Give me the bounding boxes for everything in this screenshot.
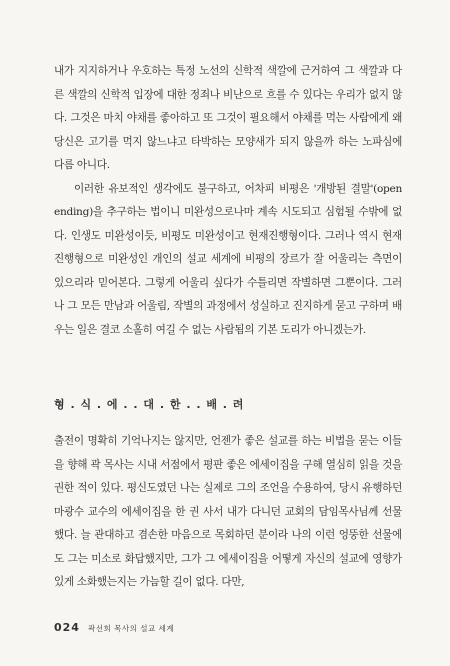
running-title: 곽선희 목사의 설교 세계 [87, 624, 175, 633]
paragraph-1: 내가 지지하거나 우호하는 특정 노선의 신학적 색깔에 근거하여 그 색깔과 다른 색깔의 신학적 입장에 대한 정죄나 비난으로 흐를 수 있다는 우리가 없지 않다. 그것은 마치 야채를 좋아하고 또 그것이 필요해서 야채를 먹는 사람에게 왜 당신은 고기를 먹지 않느냐고 타박하는 모양새가 되지 않을까 하는 노파심에 다름 아니다. [54, 65, 402, 171]
section-heading: 형 . 식 . 에 . . 대 . 한 . . 배 . 려 [54, 398, 245, 411]
page-number: 024 [54, 621, 80, 634]
paragraph-2: 이러한 유보적인 생각에도 불구하고, 어차피 비평은 '개방된 결말'(open ending)을 추구하는 법이니 미완성으로나마 계속 시도되고 심험될 수밖에 없다. 인생도 미완성이듯, 비평도 미완성이고 현재진행형이다. 그러나 역시 현재진행형으로 미완성인 개인의 설교 세계에 비평의 장르가 잘 어울리는 측면이 있으리라 믿어본다. 그렇게 어울리 싶다가 수틀리면 작별하면 그뿐이다. 그러나 그 모든 만남과 어울림, 작별의 과정에서 성실하고 진지하게 묻고 구하며 배우는 일은 결코 소홀히 여길 수 없는 사람됨의 기본 도리가 아니겠는가. [54, 182, 402, 336]
paragraph-3: 출전이 명확히 기억나지는 않지만, 언젠가 좋은 설교를 하는 비법을 묻는 이들을 향해 곽 목사는 시내 서점에서 평판 좋은 에세이집을 구해 열심히 읽을 것을 권한 적이 있다. 평신도였던 나는 실제로 그의 조언을 수용하여, 당시 유행하던 마광수 교수의 에세이집을 한 권 사서 내가 다니던 교회의 담임목사님께 선물했다. 늘 관대하고 겸손한 마음으로 목회하던 분이라 나의 이런 엉뚱한 선물에도 그는 미소로 화답했지만, 그가 그 에세이집을 어떻게 자신의 설교에 영향가 있게 소화했는지는 가늠할 길이 없다. 다만, [54, 435, 402, 588]
bottom-text-block [54, 430, 402, 595]
page-footer [54, 621, 174, 634]
top-text-block [54, 60, 402, 342]
